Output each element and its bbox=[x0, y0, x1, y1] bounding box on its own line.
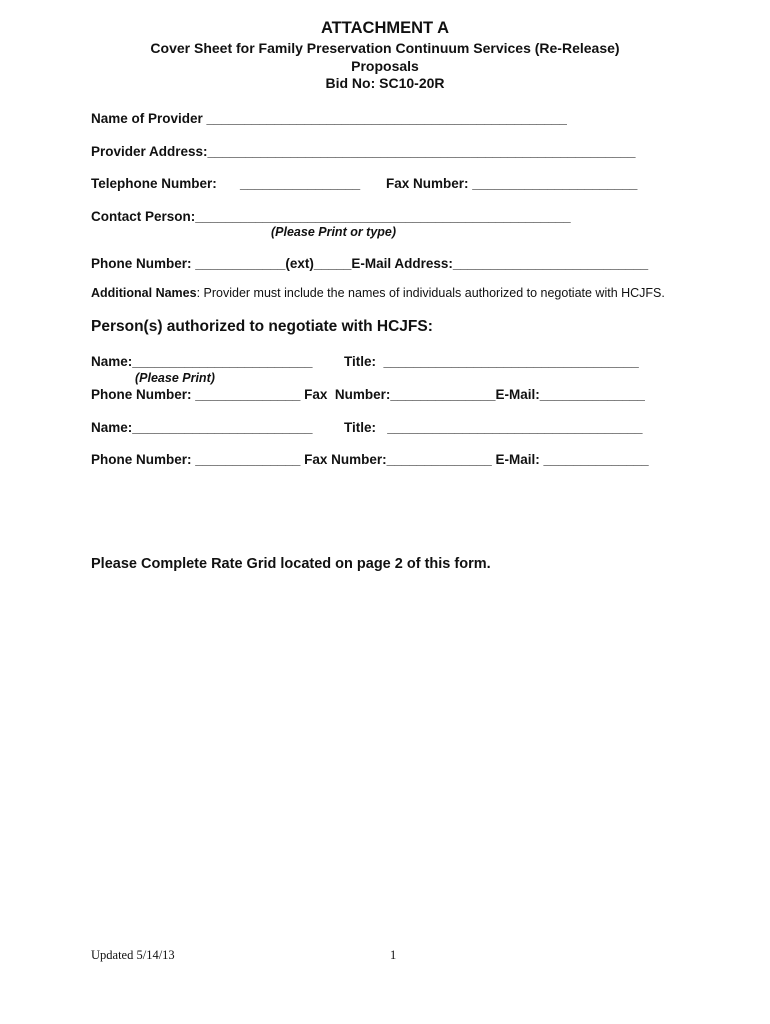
additional-names-text: : Provider must include the names of individuals authorized to negotiate with HCJFS. bbox=[196, 286, 665, 300]
phone-ext-email-field[interactable]: Phone Number: ____________(ext)_____E-Mail Address:__________________________ bbox=[91, 256, 649, 271]
fax-number-field[interactable]: Fax Number: ______________________ bbox=[386, 176, 638, 191]
authorized-name-2-field[interactable]: Name:________________________ bbox=[91, 420, 313, 435]
additional-names-note bbox=[91, 286, 665, 300]
authorized-contact-1-field[interactable]: Phone Number: ______________ Fax Number:______________E-Mail:______________ bbox=[91, 387, 645, 402]
authorized-name-1-field[interactable]: Name:________________________ bbox=[91, 354, 313, 369]
contact-person-field[interactable]: Contact Person:__________________________________________________ bbox=[91, 209, 571, 224]
telephone-field[interactable]: ________________ bbox=[240, 176, 361, 191]
additional-names-label: Additional Names bbox=[91, 286, 197, 300]
provider-name-field[interactable]: Name of Provider ________________________________________________ bbox=[91, 111, 567, 126]
updated-date: Updated 5/14/13 bbox=[91, 948, 175, 962]
please-print-note: (Please Print) bbox=[135, 371, 215, 385]
authorized-title-1-field[interactable]: Title: __________________________________ bbox=[344, 354, 639, 369]
authorized-persons-heading: Person(s) authorized to negotiate with HCJFS: bbox=[91, 318, 433, 335]
telephone-label: Telephone Number: bbox=[91, 176, 217, 191]
authorized-title-2-field[interactable]: Title: __________________________________ bbox=[344, 420, 643, 435]
bid-number: Bid No: SC10-20R bbox=[325, 75, 445, 91]
page-number: 1 bbox=[390, 948, 397, 962]
document-title: ATTACHMENT A bbox=[320, 19, 449, 37]
document-subtitle-continued: Proposals bbox=[351, 58, 419, 74]
authorized-contact-2-field[interactable]: Phone Number: ______________ Fax Number:______________ E-Mail: ______________ bbox=[91, 452, 649, 467]
print-or-type-note: (Please Print or type) bbox=[271, 225, 397, 239]
provider-address-field[interactable]: Provider Address:_________________________________________________________ bbox=[91, 144, 636, 159]
rate-grid-instruction: Please Complete Rate Grid located on page 2 of this form. bbox=[91, 556, 491, 572]
document-subtitle: Cover Sheet for Family Preservation Continuum Services (Re-Release) bbox=[150, 40, 620, 56]
